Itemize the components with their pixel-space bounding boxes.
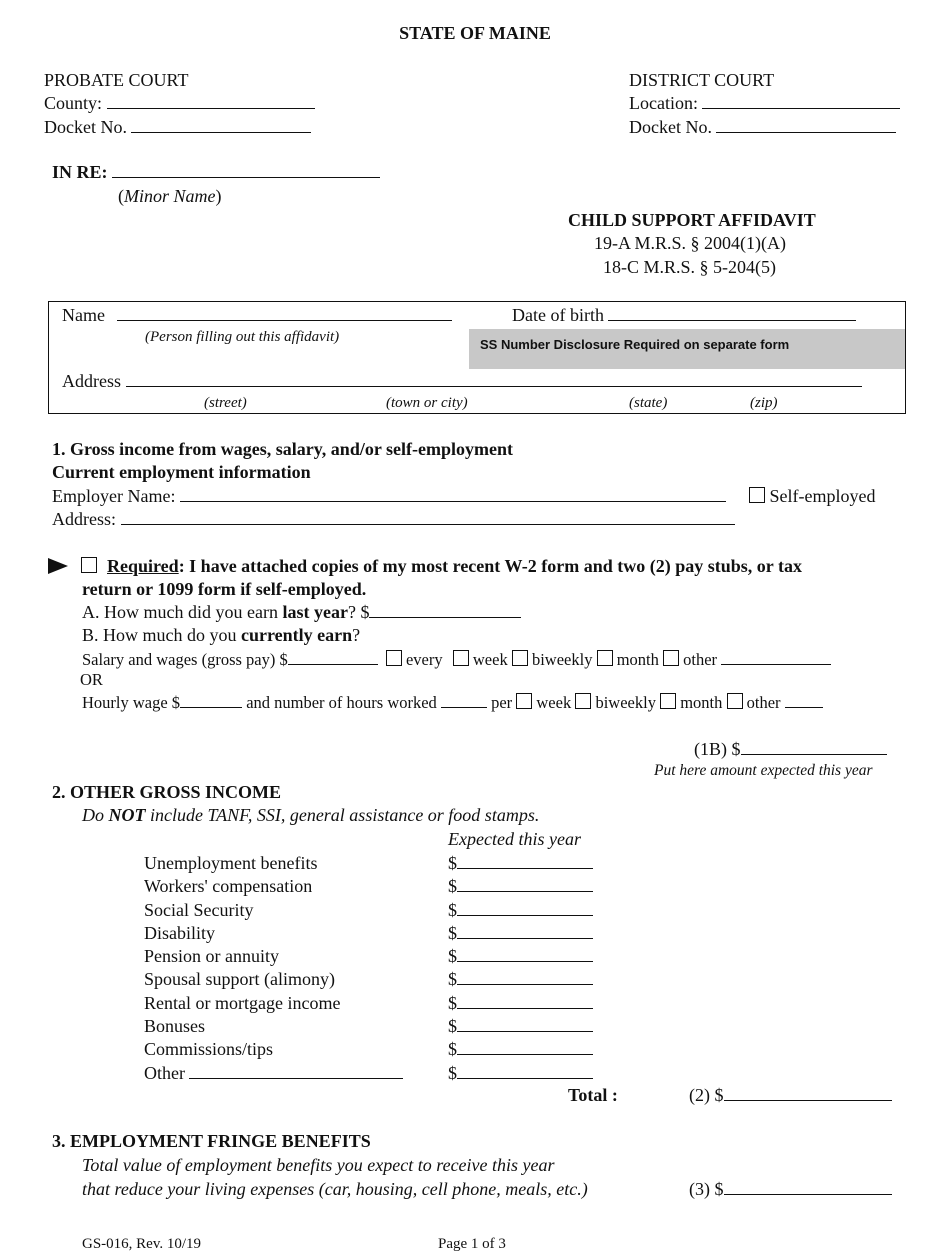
section3-title: 3. EMPLOYMENT FRINGE BENEFITS — [52, 1131, 371, 1151]
hourly-row — [82, 693, 823, 713]
hours-field[interactable] — [441, 693, 487, 708]
dollar-sign: $ — [448, 1039, 457, 1060]
list-item: Spousal support (alimony) — [144, 969, 335, 990]
expected-column-header: Expected this year — [448, 829, 581, 849]
in-re-row — [52, 162, 380, 183]
required-row — [48, 556, 802, 577]
dob-row — [512, 305, 856, 326]
hourly-week-checkbox[interactable] — [516, 693, 532, 709]
total-1b-row — [694, 739, 887, 760]
docket-label-left: Docket No. — [44, 117, 127, 137]
hourly-month-checkbox[interactable] — [660, 693, 676, 709]
employer-field[interactable] — [180, 487, 726, 502]
section2-total-field-label: (2) $ — [689, 1085, 724, 1105]
state-title: STATE OF MAINE — [399, 23, 551, 43]
district-court-label: DISTRICT COURT — [629, 70, 775, 90]
required-text-2: return or 1099 form if self-employed. — [82, 579, 367, 599]
section3-total-field-label: (3) $ — [689, 1179, 724, 1199]
hourly-week-label: week — [536, 693, 572, 712]
docket-row-right — [629, 117, 896, 138]
salary-biweekly-label: biweekly — [531, 650, 593, 669]
name-field[interactable] — [117, 306, 452, 321]
section2-total-field[interactable] — [724, 1086, 892, 1101]
hourly-label: Hourly wage $ — [82, 693, 181, 712]
list-item: Bonuses — [144, 1016, 206, 1037]
hourly-month-label: month — [680, 693, 723, 712]
statute-1: 19-A M.R.S. § 2004(1)(A) — [594, 233, 786, 253]
amount-field[interactable] — [457, 970, 593, 985]
ss-notice-text: SS Number Disclosure Required on separate form — [480, 337, 790, 352]
address-row — [62, 371, 862, 392]
employer-address-label: Address: — [52, 509, 116, 529]
amount-field[interactable] — [457, 994, 593, 1009]
docket-row-left — [44, 117, 311, 138]
question-a — [82, 602, 521, 623]
total-1b-hint: Put here amount expected this year — [654, 762, 873, 779]
list-item: Workers' compensation — [144, 876, 313, 897]
form-id: GS-016, Rev. 10/19 — [82, 1236, 202, 1252]
total-1b-label: (1B) $ — [694, 739, 741, 759]
income-items-list — [144, 852, 403, 1085]
section2-note-post: include TANF, SSI, general assistance or food stamps. — [145, 805, 540, 825]
location-field[interactable] — [702, 94, 900, 109]
self-employed-row — [749, 486, 875, 507]
self-employed-label: Self-employed — [769, 486, 876, 506]
county-label: County: — [44, 93, 103, 113]
list-item: Social Security — [144, 899, 254, 920]
name-row — [62, 305, 452, 326]
address-field[interactable] — [126, 372, 862, 387]
section3-desc-2: that reduce your living expenses (car, housing, cell phone, meals, etc.) — [82, 1179, 588, 1199]
income-amount-list — [448, 852, 593, 1085]
dollar-sign: $ — [448, 1016, 457, 1037]
section1-title: 1. Gross income from wages, salary, and/or self-employment — [52, 439, 513, 459]
section3-total-field[interactable] — [724, 1180, 892, 1195]
required-word: Required — [107, 556, 179, 576]
required-checkbox[interactable] — [81, 557, 97, 573]
section2-total-row — [689, 1085, 892, 1106]
list-item: Rental or mortgage income — [144, 992, 341, 1013]
town-hint: (town or city) — [386, 395, 468, 411]
salary-other-field[interactable] — [721, 650, 831, 665]
amount-field[interactable] — [457, 924, 593, 939]
county-field[interactable] — [107, 94, 315, 109]
other-income-label: Other — [144, 1062, 185, 1083]
in-re-label: IN RE: — [52, 162, 108, 182]
arrow-right-icon — [48, 558, 68, 574]
minor-name-field[interactable] — [112, 163, 380, 178]
hourly-biweekly-label: biweekly — [595, 693, 656, 712]
question-b — [82, 625, 360, 646]
section2-note-pre: Do — [82, 805, 109, 825]
state-hint: (state) — [629, 395, 668, 411]
salary-row — [82, 650, 831, 670]
amount-field[interactable] — [457, 901, 593, 916]
name-label: Name — [62, 305, 105, 325]
employer-address-field[interactable] — [121, 510, 735, 525]
hourly-wage-field[interactable] — [180, 693, 242, 708]
salary-biweekly-checkbox[interactable] — [512, 650, 528, 666]
street-hint: (street) — [204, 395, 247, 411]
list-item: Pension or annuity — [144, 946, 279, 967]
amount-field[interactable] — [457, 1017, 593, 1032]
salary-month-checkbox[interactable] — [597, 650, 613, 666]
salary-field[interactable] — [288, 650, 378, 665]
section3-desc-1: Total value of employment benefits you expect to receive this year — [82, 1155, 555, 1175]
salary-label: Salary and wages (gross pay) $ — [82, 650, 288, 669]
list-item — [144, 1062, 403, 1085]
county-row — [44, 93, 315, 114]
section2-title: 2. OTHER GROSS INCOME — [52, 782, 282, 802]
probate-court-label: PROBATE COURT — [44, 70, 189, 90]
docket-field-left[interactable] — [131, 118, 311, 133]
self-employed-checkbox[interactable] — [749, 487, 765, 503]
hourly-other-checkbox[interactable] — [727, 693, 743, 709]
dollar-sign: $ — [448, 1062, 457, 1083]
total-1b-field[interactable] — [741, 740, 887, 755]
hourly-biweekly-checkbox[interactable] — [575, 693, 591, 709]
amount-field[interactable] — [457, 1064, 593, 1079]
section2-note — [82, 805, 539, 826]
zip-hint: (zip) — [750, 395, 778, 411]
dollar-sign: $ — [448, 876, 457, 897]
dob-field[interactable] — [608, 306, 856, 321]
per-label: per — [491, 693, 513, 712]
question-a-pre: A. How much did you earn — [82, 602, 283, 622]
dollar-sign: $ — [448, 853, 457, 873]
list-item: Disability — [144, 922, 215, 943]
required-text: : I have attached copies of my most recent W-2 form and two (2) pay stubs, or tax — [178, 556, 802, 576]
amount-field[interactable] — [457, 854, 593, 869]
dollar-sign: $ — [448, 946, 457, 967]
minor-name-caption: Minor Name — [124, 186, 216, 206]
last-year-field[interactable] — [369, 603, 521, 618]
salary-other-checkbox[interactable] — [663, 650, 679, 666]
question-b-bold: currently earn — [241, 625, 353, 645]
page-number: Page 1 of 3 — [438, 1236, 506, 1252]
salary-week-checkbox[interactable] — [453, 650, 469, 666]
dollar-sign: $ — [448, 899, 457, 920]
every-label: every — [405, 650, 443, 669]
list-item: Unemployment benefits — [144, 853, 318, 873]
form-title: CHILD SUPPORT AFFIDAVIT — [568, 210, 816, 230]
employer-label: Employer Name: — [52, 486, 176, 506]
docket-field-right[interactable] — [716, 118, 896, 133]
dollar-sign: $ — [448, 922, 457, 943]
other-income-description-field[interactable] — [189, 1064, 403, 1079]
amount-field[interactable] — [457, 1040, 593, 1055]
hourly-other-field[interactable] — [785, 693, 823, 708]
section2-total-label: Total : — [568, 1085, 618, 1105]
section2-note-bold: NOT — [108, 805, 146, 825]
salary-other-label: other — [683, 650, 718, 669]
dollar-sign: $ — [448, 969, 457, 990]
statute-2: 18-C M.R.S. § 5-204(5) — [603, 257, 777, 277]
employer-address-row — [52, 509, 735, 530]
or-label: OR — [80, 670, 103, 689]
location-row — [629, 93, 900, 114]
employer-row — [52, 486, 726, 507]
amount-field[interactable] — [457, 877, 593, 892]
address-label: Address — [62, 371, 121, 391]
section3-total-row — [689, 1179, 892, 1200]
docket-label-right: Docket No. — [629, 117, 712, 137]
hourly-other-label: other — [746, 693, 781, 712]
dob-label: Date of birth — [512, 305, 604, 325]
list-item: Commissions/tips — [144, 1039, 274, 1060]
name-hint: (Person filling out this affidavit) — [145, 329, 340, 345]
question-a-bold: last year — [282, 602, 348, 622]
question-b-pre: B. How much do you — [82, 625, 241, 645]
amount-field[interactable] — [457, 947, 593, 962]
hours-label: and number of hours worked — [246, 693, 437, 712]
section1-subtitle: Current employment information — [52, 462, 311, 482]
question-b-post: ? — [352, 625, 361, 645]
salary-month-label: month — [616, 650, 659, 669]
salary-week-label: week — [472, 650, 508, 669]
dollar-sign: $ — [448, 992, 457, 1013]
question-a-post: ? $ — [347, 602, 370, 622]
every-checkbox[interactable] — [386, 650, 402, 666]
minor-name-hint: (Minor Name) — [118, 186, 222, 206]
location-label: Location: — [629, 93, 698, 113]
